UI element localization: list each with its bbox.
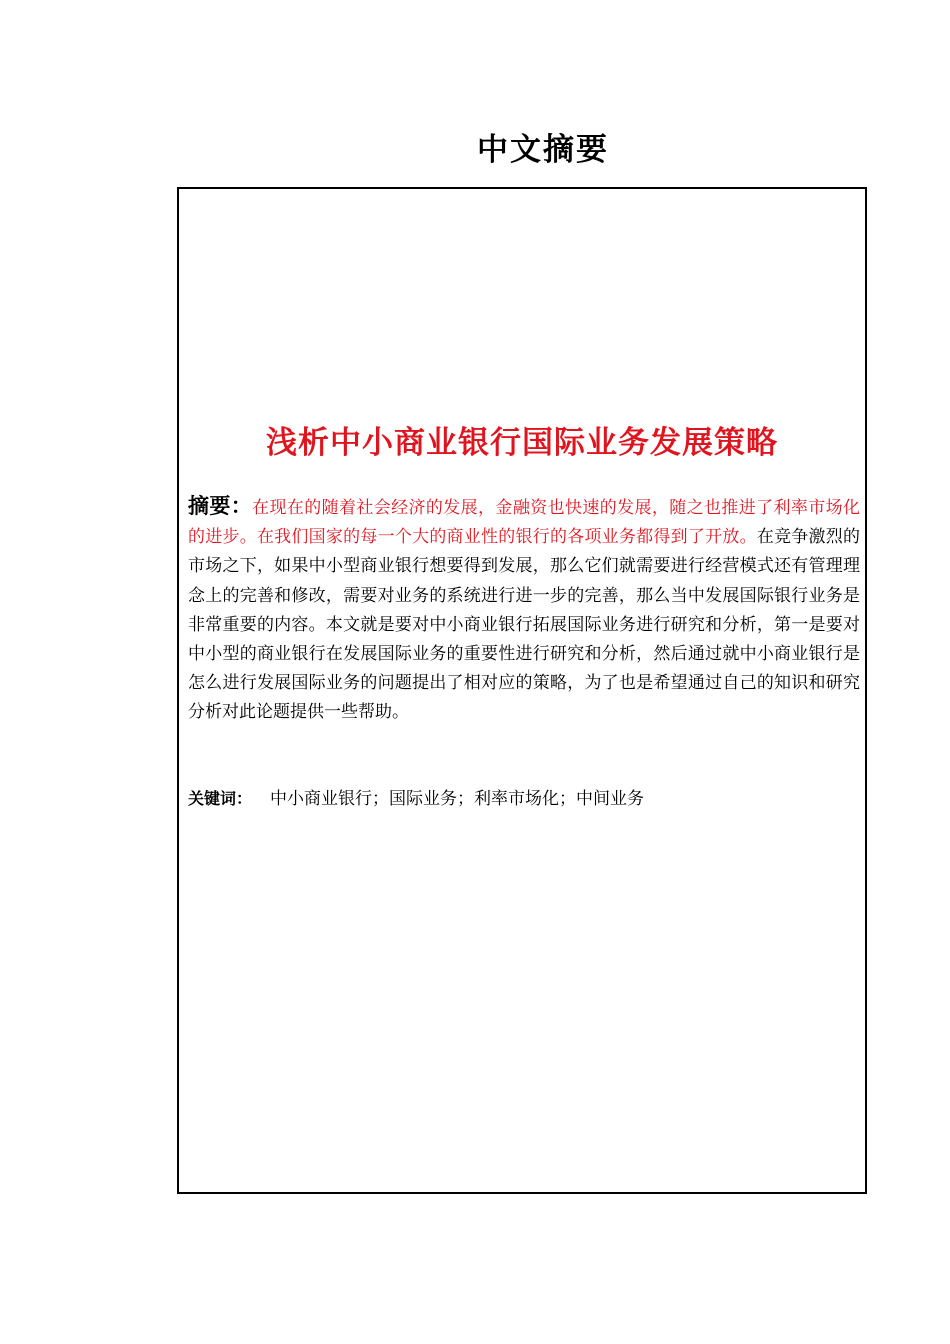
keywords-text: 中小商业银行；国际业务；利率市场化；中间业务 [270, 789, 645, 809]
abstract-box [177, 187, 867, 1194]
abstract-body [188, 492, 860, 728]
page-title: 中文摘要 [477, 132, 609, 168]
keywords-line [188, 786, 860, 812]
abstract-text: 在竞争激烈的市场之下，如果中小型商业银行想要得到发展，那么它们就需要进行经营模式还有管理理念上的完善和修改，需要对业务的系统进行进一步的完善，那么当中发展国际银行业务是非常重要的内容。本文就是要对中小商业银行拓展国际业务进行研究和分析，第一是要对中小型的商业银行在发展国际业务的重要性进行研究和分析，然后通过就中小商业银行是怎么进行发展国际业务的问题提出了相对应的策略，为了也是希望通过自己的知识和研究分析对此论题提供一些帮助。 [188, 527, 861, 723]
abstract-red-text: 在现在的随着社会经济的发展，金融资也快速的发展，随之也推进了利率市场化的进步。在我们国家的每一个大的商业性的银行的各项业务都得到了开放。 [188, 498, 861, 548]
abstract-label: 摘要： [188, 494, 253, 518]
paper-title: 浅析中小商业银行国际业务发展策略 [266, 425, 778, 461]
keywords-label: 关键词： [188, 789, 253, 808]
